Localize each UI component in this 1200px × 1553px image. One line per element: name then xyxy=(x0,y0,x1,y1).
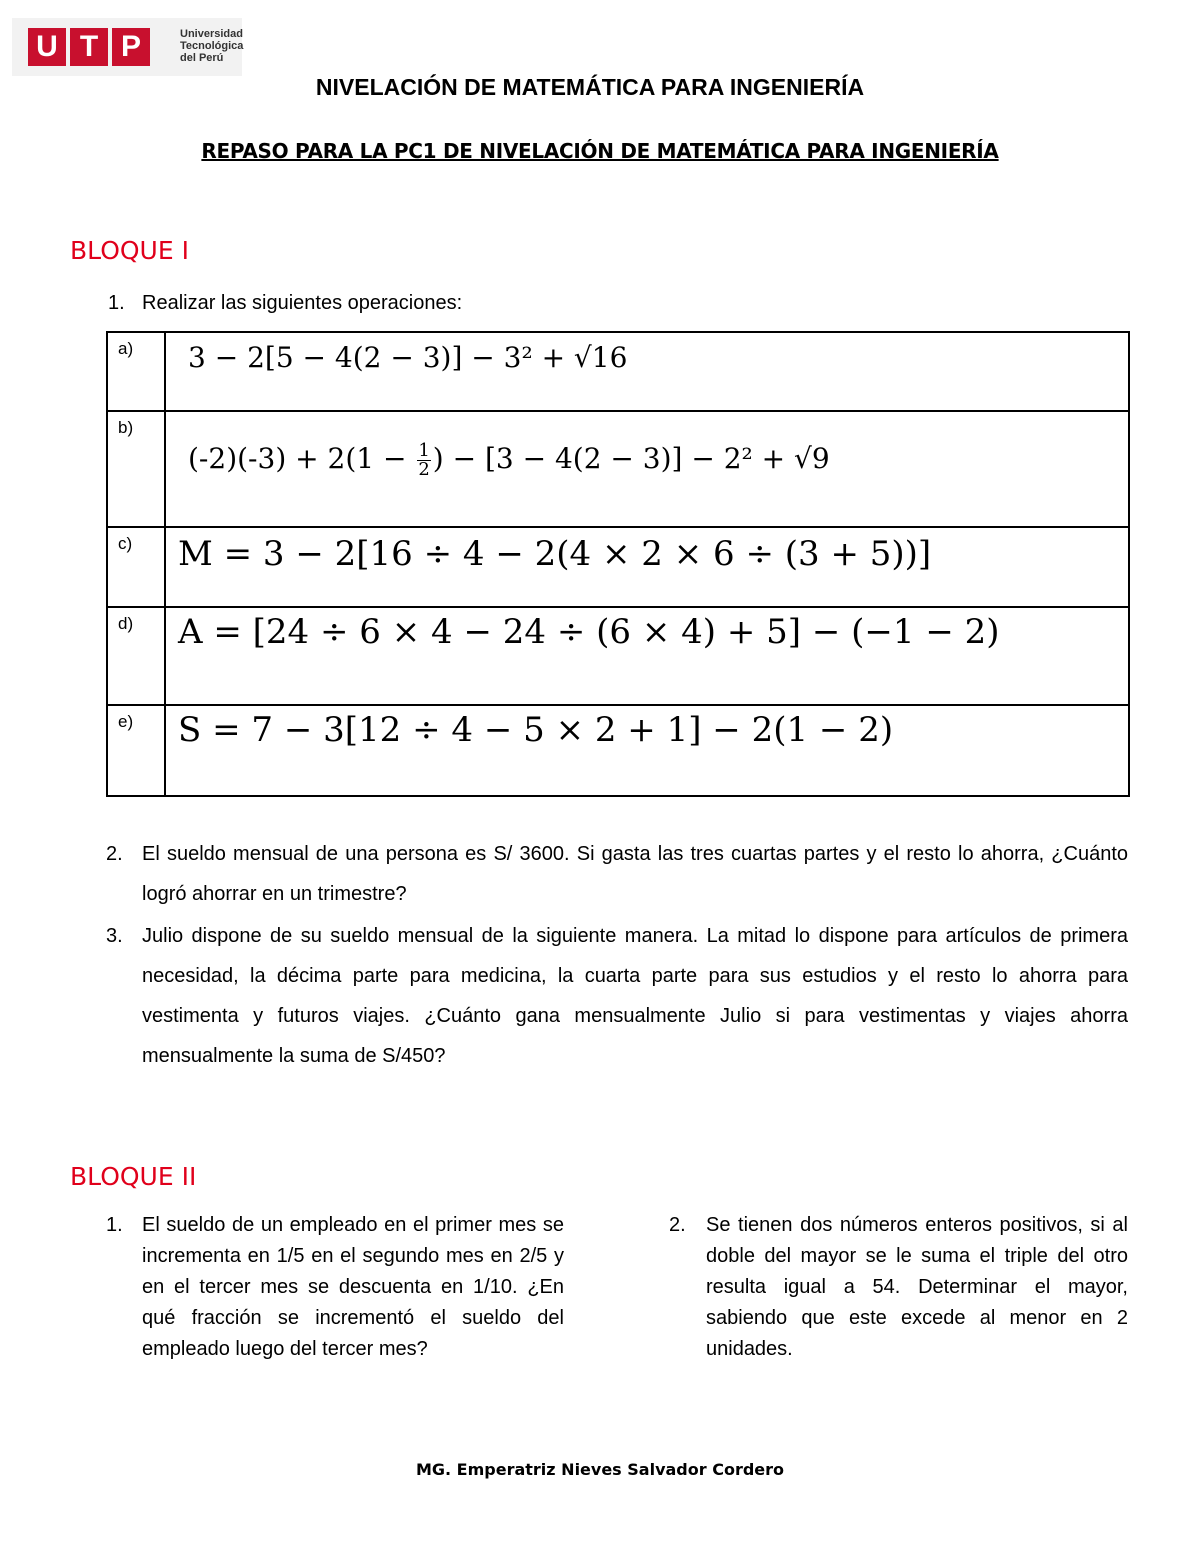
logo-letter-p: P xyxy=(112,28,150,66)
table-row xyxy=(108,410,1128,526)
logo-letter-u: U xyxy=(28,28,66,66)
operations-table xyxy=(106,331,1130,797)
row-label: a) xyxy=(108,333,166,410)
question-1-number: 1. xyxy=(108,292,125,314)
expression-c: M = 3 − 2[16 ÷ 4 − 2(4 × 2 × 6 ÷ (3 + 5))] xyxy=(178,534,932,574)
logo-text xyxy=(180,28,243,64)
bloque-2-question-2-text: Se tienen dos números enteros positivos, si al doble del mayor se le suma el triple del otro resulta igual a 54. Determinar el mayor, sabiendo que este excede al menor en 2 unidades. xyxy=(706,1214,1128,1360)
utp-logo xyxy=(12,18,242,76)
page-title: NIVELACIÓN DE MATEMÁTICA PARA INGENIERÍA xyxy=(315,74,865,100)
table-row xyxy=(108,704,1128,795)
question-3-text: Julio dispone de su sueldo mensual de la siguiente manera. La mitad lo dispone para artículos de primera necesidad, la décima parte para medicina, la cuarta parte para sus estudios y el resto lo ahorra para vestimenta y futuros viajes. ¿Cuánto gana mensualmente Julio si para vestimentas y viajes ahorra mensualmente la suma de S/450? xyxy=(142,925,1128,1067)
row-label: b) xyxy=(108,412,166,526)
expression-a: 3 − 2[5 − 4(2 − 3)] − 3² + √16 xyxy=(188,341,628,374)
row-label: c) xyxy=(108,528,166,606)
expression-b-part: (-2)(-3) + 2(1 − xyxy=(188,442,416,475)
table-row xyxy=(108,333,1128,410)
expression-b xyxy=(166,412,1128,526)
bloque-1-heading: BLOQUE I xyxy=(70,236,189,265)
expression-e: S = 7 − 3[12 ÷ 4 − 5 × 2 + 1] − 2(1 − 2) xyxy=(178,710,894,750)
question-2-text: El sueldo mensual de una persona es S/ 3600. Si gasta las tres cuartas partes y el resto lo ahorra, ¿Cuánto logró ahorrar en un trimestre? xyxy=(142,843,1128,905)
bloque-2-question-1-text: El sueldo de un empleado en el primer mes se incrementa en 1/5 en el segundo mes en 2/5 y en el tercer mes se descuenta en 1/10. ¿En qué fracción se incrementó el sueldo del empleado luego del tercer mes? xyxy=(142,1214,564,1360)
expression-b-part: ) − [3 − 4(2 − 3)] − 2² + √9 xyxy=(432,442,830,475)
footer-author: MG. Emperatriz Nieves Salvador Cordero xyxy=(415,1460,785,1479)
logo-text-line: Universidad xyxy=(180,28,243,40)
question-1-text: Realizar las siguientes operaciones: xyxy=(142,292,463,314)
logo-text-line: del Perú xyxy=(180,52,224,64)
bloque-2-question-1-number: 1. xyxy=(106,1214,123,1236)
logo-letter-t: T xyxy=(70,28,108,66)
table-row xyxy=(108,526,1128,606)
fraction-numerator: 1 xyxy=(418,440,430,461)
question-2-number: 2. xyxy=(106,843,123,865)
bloque-2-question-2-number: 2. xyxy=(669,1214,686,1236)
fraction xyxy=(417,442,430,479)
row-label: e) xyxy=(108,706,166,795)
table-row xyxy=(108,606,1128,704)
bloque-2-heading: BLOQUE II xyxy=(70,1162,197,1191)
fraction-denominator: 2 xyxy=(418,459,430,480)
expression-d: A = [24 ÷ 6 × 4 − 24 ÷ (6 × 4) + 5] − (−1 − 2) xyxy=(178,612,1000,652)
page-subtitle: REPASO PARA LA PC1 DE NIVELACIÓN DE MATEMÁTICA PARA INGENIERÍA xyxy=(201,139,999,163)
question-3-number: 3. xyxy=(106,925,123,947)
logo-text-line: Tecnológica xyxy=(180,40,244,52)
row-label: d) xyxy=(108,608,166,704)
